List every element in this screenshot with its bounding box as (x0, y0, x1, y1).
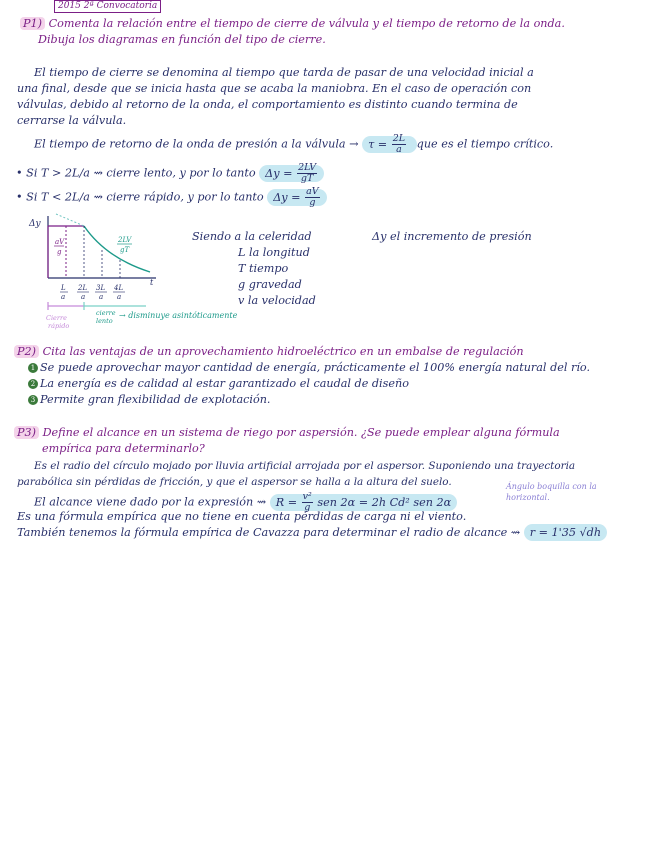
tau-den: a (396, 144, 402, 155)
legend-velocity: v la velocidad (238, 294, 316, 307)
p1-paragraph-line3: válvulas, debido al retorno de la onda, el comportamiento es distinto cuando termina de (17, 98, 518, 111)
p3-question-line2: empírica para determinarlo? (42, 442, 205, 455)
rapid-close-formula (267, 186, 326, 208)
p1-paragraph-line2: una final, desde que se inicia hasta que se acaba la maniobra. En el caso de operación con (17, 82, 532, 95)
exam-header-box: 2015 2ª Convocatoria (54, 0, 161, 13)
p2-item-1-number: 1 (28, 363, 38, 373)
p2-item-3-text: Permite gran flexibilidad de explotación. (40, 393, 271, 406)
slow-formula-den: gT (300, 173, 314, 184)
angle-note-line2: horizontal. (506, 493, 550, 502)
p3-cavazza-line (17, 526, 607, 539)
slow-formula-num: 2LV (298, 162, 317, 173)
tau-num: 2L (392, 133, 406, 144)
tick-2-num: 2L (78, 284, 88, 292)
p3-question-text1: Define el alcance en un sistema de riego por aspersión. ¿Se puede emplear alguna fórmula (42, 426, 560, 439)
peak-label-den: g (57, 248, 62, 256)
range-formula (270, 491, 457, 513)
tau-lhs: τ = (368, 137, 388, 151)
tau-formula (362, 133, 417, 155)
p2-label: P2) (14, 345, 39, 358)
tick-1-num: L (61, 284, 66, 292)
bullet-rapid-text: • Si T < 2L/a ⇝ cierre rápido, y por lo tanto (16, 190, 264, 204)
slow-label-l2: lento (96, 317, 113, 325)
legend-length: L la longitud (238, 246, 310, 259)
p1-question-line2: Dibuja los diagramas en función del tipo de cierre. (38, 33, 326, 46)
rapid-formula-lhs: Δy = (273, 190, 301, 204)
angle-note-line1: Ángulo boquilla con la (506, 482, 597, 491)
p2-item-1-text: Se puede aprovechar mayor cantidad de energía, prácticamente el 100% energía natural del río. (40, 361, 591, 374)
p3-formula-pre: El alcance viene dado por la expresión ⇝ (34, 495, 267, 509)
p1-paragraph-line1: El tiempo de cierre se denomina al tiempo que tarda de pasar de una velocidad inicial a (34, 66, 534, 79)
tick-4-den: a (117, 293, 122, 301)
rapid-label-l1: Cierre (46, 314, 67, 322)
rapid-formula-num: aV (306, 186, 319, 197)
p2-question-line (14, 345, 524, 358)
t-axis-label: t (150, 278, 154, 287)
range-formula-rest: sen 2α = 2h Cd² sen 2α (317, 495, 452, 509)
p2-item-1 (28, 361, 590, 374)
p3-paragraph-line2: parabólica sin pérdidas de fricción, y que el aspersor se halla a la altura del suelo. (17, 476, 452, 488)
p3-label: P3) (14, 426, 39, 439)
decay-curve (84, 226, 150, 272)
p1-label: P1) (20, 17, 45, 30)
p1-question-text1: Comenta la relación entre el tiempo de cierre de válvula y el tiempo de retorno de la onda. (48, 17, 565, 30)
p1-critical-time-pre: El tiempo de retorno de la onda de presión a la válvula → (34, 137, 359, 151)
p3-question-line1 (14, 426, 560, 439)
legend-time: T tiempo (238, 262, 289, 275)
rapid-formula-fraction (305, 187, 320, 208)
tick-3-num: 3L (96, 284, 106, 292)
curve-label-num: 2LV (118, 236, 132, 244)
p1-paragraph-line4: cerrarse la válvula. (17, 114, 127, 127)
legend-celerity: Siendo a la celeridad (192, 230, 312, 243)
range-formula-den: g (304, 502, 311, 513)
y-axis-label: Δy (29, 219, 41, 229)
p3-cavazza-pre: También tenemos la fórmula empírica de Cavazza para determinar el radio de alcance ⇝ (17, 526, 521, 539)
bullet-slow-text: • Si T > 2L/a ⇝ cierre lento, y por lo tanto (16, 166, 256, 180)
tangent-dashed-line (56, 214, 84, 226)
tick-1-den: a (61, 293, 66, 301)
tick-3-den: a (99, 293, 104, 301)
slow-formula-lhs: Δy = (265, 166, 293, 180)
slow-label-l1: cierre (96, 309, 116, 317)
p3-paragraph-line1: Es el radio del círculo mojado por lluvia artificial arrojada por el aspersor. Suponiendo una trayectoria (34, 460, 576, 472)
range-formula-num: v² (302, 491, 312, 502)
p2-item-3 (28, 393, 270, 406)
p1-critical-time-line (34, 134, 553, 155)
closure-diagram (26, 210, 266, 335)
peak-label-num: aV (55, 238, 65, 246)
tau-fraction (392, 134, 406, 155)
p1-critical-time-post: que es el tiempo crítico. (416, 137, 554, 151)
p3-paragraph-empirical: Es una fórmula empírica que no tiene en cuenta pérdidas de carga ni el viento. (17, 510, 467, 523)
p2-item-3-number: 3 (28, 395, 38, 405)
p2-item-2 (28, 377, 409, 390)
rapid-formula-den: g (309, 197, 316, 208)
bullet-slow-close (16, 163, 324, 184)
bullet-rapid-close (16, 187, 327, 208)
cavazza-formula: r = 1'35 √dh (524, 524, 607, 541)
slow-close-formula (259, 162, 324, 184)
decreases-label: → disminuye asintóticamente (119, 311, 238, 320)
p1-question-line1 (20, 17, 565, 30)
p2-item-2-text: La energía es de calidad al estar garantizado el caudal de diseño (40, 377, 409, 390)
legend-pressure: Δy el incremento de presión (372, 230, 532, 243)
slow-formula-fraction (297, 163, 317, 184)
tick-4-num: 4L (114, 284, 124, 292)
range-formula-lhs: R = (275, 495, 298, 509)
rapid-label-l2: rápido (48, 322, 70, 330)
curve-label-den: gT (120, 246, 130, 254)
p2-item-2-number: 2 (28, 379, 38, 389)
legend-gravity: g gravedad (238, 278, 302, 291)
p2-question-text: Cita las ventajas de un aprovechamiento hidroeléctrico en un embalse de regulación (42, 345, 524, 358)
tick-2-den: a (81, 293, 86, 301)
